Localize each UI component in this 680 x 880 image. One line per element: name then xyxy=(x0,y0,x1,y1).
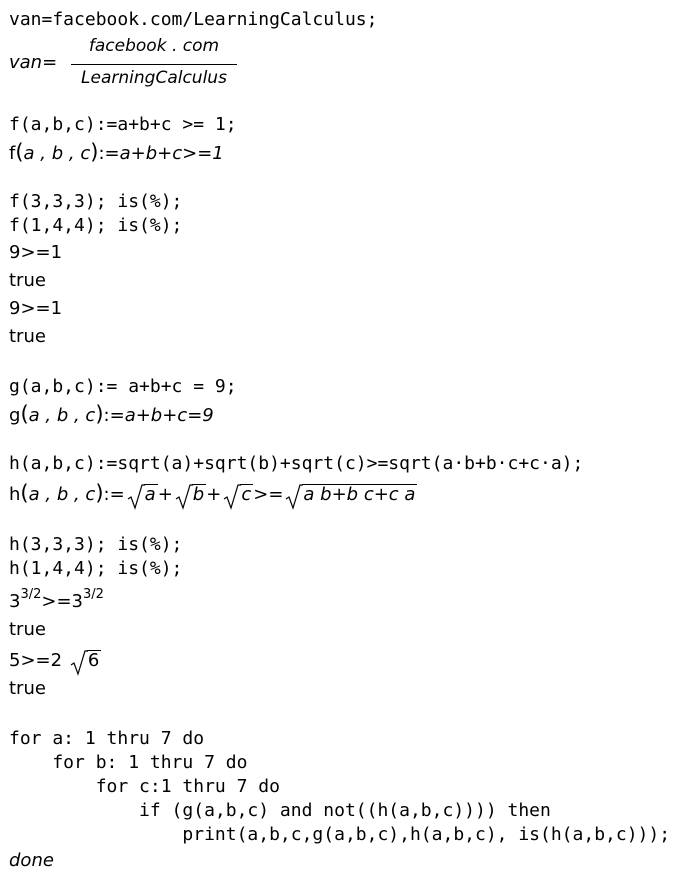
sqrt-ab-bc-ca: a b+b c+c a xyxy=(285,484,417,506)
cell-input-van[interactable]: van=facebook.com/LearningCalculus; xyxy=(9,9,378,30)
cell-output-h-eval-2-input[interactable]: h(1,4,4); is(%); xyxy=(9,558,183,579)
cell-output-f-true-1: true xyxy=(9,270,46,291)
cell-output-f-eval-1: 9>=1 xyxy=(9,242,63,263)
cell-output-g-def: g(a , b , c):=a+b+c=9 xyxy=(9,402,214,426)
van-lhs: van= xyxy=(9,52,58,73)
van-denominator: LearningCalculus xyxy=(81,68,227,88)
cell-input-h-eval-1[interactable]: h(3,3,3); is(%); xyxy=(9,534,183,555)
cell-input-f-eval-1[interactable]: f(3,3,3); is(%); xyxy=(9,191,183,212)
van-numerator: facebook . com xyxy=(88,36,220,56)
cell-output-h-eval-1: $3^{3/2}>=3^{3/2}$ xyxy=(9,587,104,612)
cell-output-f-eval-2: 9>=1 xyxy=(9,298,63,319)
cell-input-loop-3[interactable]: for c:1 thru 7 do xyxy=(9,776,280,797)
cell-output-done: done xyxy=(9,850,54,871)
cell-output-van xyxy=(9,34,227,90)
cell-input-loop-4[interactable]: if (g(a,b,c) and not((h(a,b,c)))) then xyxy=(9,800,551,821)
h-def-op: := xyxy=(103,484,125,505)
f-args: a , b , c xyxy=(23,143,91,164)
cell-input-g-def[interactable]: g(a,b,c):= a+b+c = 9; xyxy=(9,376,237,397)
sqrt-6: 6 xyxy=(70,650,101,672)
g-args: a , b , c xyxy=(28,405,96,426)
cell-output-h-eval-2: 5>=2 6 xyxy=(9,650,101,672)
h-head: h xyxy=(9,484,21,505)
cell-output-h-def: h(a , b , c):= a + b + c >= a b+b c+c a xyxy=(9,482,417,506)
cell-input-f-eval-2[interactable]: f(1,4,4); is(%); xyxy=(9,215,183,236)
cell-input-loop-2[interactable]: for b: 1 thru 7 do xyxy=(9,752,248,773)
cell-input-loop-5[interactable]: print(a,b,c,g(a,b,c),h(a,b,c), is(h(a,b,c))); xyxy=(9,824,671,845)
sqrt-a: a xyxy=(127,484,158,506)
cell-output-h-true-2: true xyxy=(9,678,46,699)
g-def-op: := xyxy=(103,405,125,426)
f-body: a+b+c>=1 xyxy=(119,143,224,164)
fraction-bar xyxy=(71,64,237,65)
cell-input-h-def[interactable]: h(a,b,c):=sqrt(a)+sqrt(b)+sqrt(c)>=sqrt(a·b+b·c+c·a); xyxy=(9,453,584,474)
f-head: f xyxy=(9,143,16,164)
cell-output-h-true-1: true xyxy=(9,619,46,640)
h-args: a , b , c xyxy=(28,484,96,505)
cell-output-f-true-2: true xyxy=(9,326,46,347)
sqrt-c: c xyxy=(223,484,253,506)
g-body: a+b+c=9 xyxy=(124,405,214,426)
g-head: g xyxy=(9,405,21,426)
sqrt-b: b xyxy=(175,484,206,506)
cell-input-loop-1[interactable]: for a: 1 thru 7 do xyxy=(9,728,205,749)
cell-input-f-def[interactable]: f(a,b,c):=a+b+c >= 1; xyxy=(9,114,237,135)
cell-output-f-def: f(a , b , c):=a+b+c>=1 xyxy=(9,140,224,164)
f-def-op: := xyxy=(98,143,120,164)
